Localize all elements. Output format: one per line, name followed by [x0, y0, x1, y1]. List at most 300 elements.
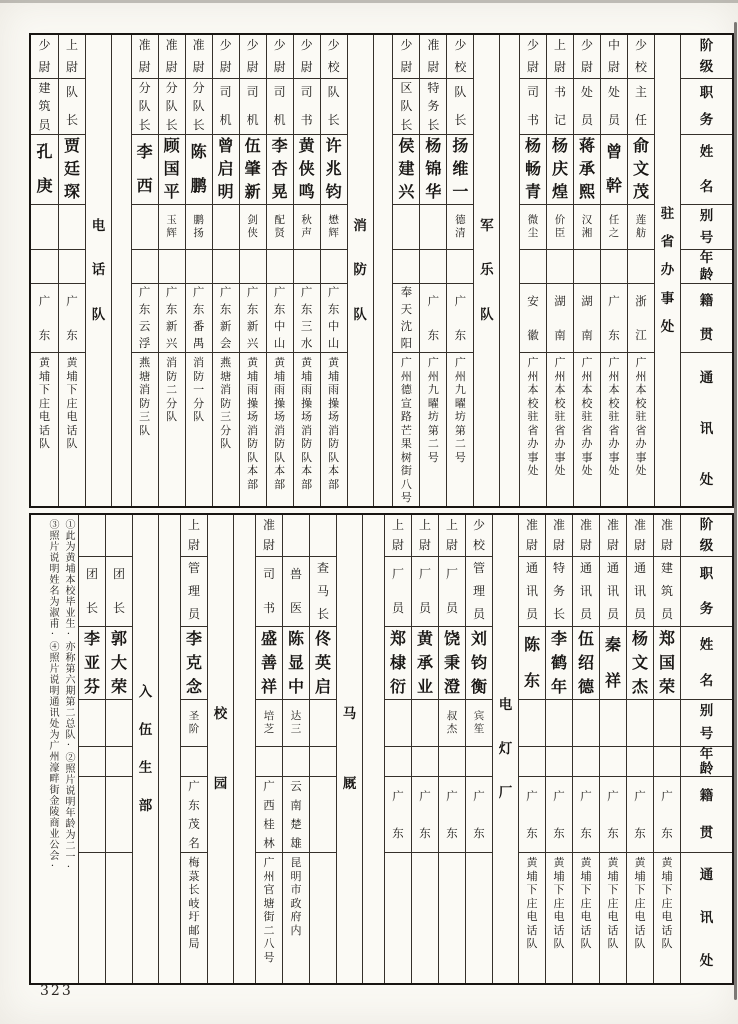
name-cell — [31, 135, 58, 205]
character-glyph: 长 — [400, 117, 413, 132]
character-glyph: 话 — [553, 923, 565, 937]
character-glyph: 尉 — [580, 59, 593, 74]
character-glyph: 广 — [273, 285, 286, 300]
position-cell — [546, 557, 572, 627]
character-glyph: 理 — [187, 584, 200, 599]
character-glyph: 分 — [165, 80, 178, 95]
character-glyph: 东 — [138, 302, 151, 317]
character-glyph: 上 — [553, 38, 566, 53]
character-glyph: 新 — [244, 182, 261, 202]
header-cell — [681, 250, 732, 284]
character-glyph: 杰 — [446, 723, 458, 735]
position-cell — [132, 79, 158, 135]
character-glyph: 准 — [606, 517, 619, 532]
character-glyph: 省 — [635, 423, 647, 437]
character-glyph: 号 — [427, 450, 439, 464]
character-glyph: 树 — [400, 450, 412, 464]
character-glyph: 兽 — [289, 566, 302, 581]
native-place-cell — [547, 284, 573, 353]
age-cell — [628, 250, 654, 284]
address-cell — [186, 353, 212, 506]
character-glyph: 本 — [328, 464, 340, 478]
age-cell — [519, 747, 545, 777]
character-glyph: 少 — [38, 38, 51, 53]
character-glyph: 校 — [472, 538, 485, 553]
group-label-glyph: 灯 — [498, 740, 513, 757]
character-glyph: 秉 — [443, 652, 460, 672]
character-glyph: 别 — [699, 207, 714, 224]
alias-cell — [159, 205, 185, 250]
character-glyph: 消 — [247, 423, 259, 437]
character-glyph: 队 — [220, 437, 232, 451]
character-glyph: 钧 — [470, 652, 487, 672]
character-glyph: 队 — [66, 437, 78, 451]
header-column — [680, 515, 732, 983]
alias-cell — [600, 700, 626, 747]
character-glyph: 鹏 — [190, 176, 207, 196]
character-glyph: 念 — [185, 676, 202, 696]
age-cell — [546, 747, 572, 777]
character-glyph: 尉 — [187, 538, 200, 553]
character-glyph: 通 — [579, 561, 592, 576]
header-cell — [681, 700, 732, 747]
native-place-cell — [601, 284, 627, 353]
character-glyph: 广 — [473, 788, 485, 803]
character-glyph: 中 — [273, 319, 286, 334]
character-glyph: 司 — [246, 85, 259, 100]
rank-cell — [447, 35, 473, 79]
character-glyph: 黄 — [274, 356, 286, 369]
character-glyph: 郑 — [389, 628, 406, 648]
character-glyph: 厂 — [391, 566, 404, 581]
rank-cell — [439, 515, 465, 557]
character-glyph: 邮 — [188, 923, 200, 937]
character-glyph: 二 — [166, 383, 178, 397]
character-glyph: 长 — [454, 112, 467, 127]
group-label-glyph: 话 — [91, 262, 106, 279]
native-place-cell — [627, 777, 653, 853]
character-glyph: 场 — [328, 410, 340, 424]
character-glyph: 建 — [38, 80, 51, 95]
character-glyph: 培 — [263, 709, 275, 722]
address-cell — [447, 353, 473, 506]
character-glyph: 尉 — [65, 59, 78, 74]
group-label-glyph: 省 — [660, 234, 675, 251]
group-label-glyph: 伍 — [138, 721, 153, 738]
person-column — [546, 35, 573, 506]
character-glyph: 队 — [165, 99, 178, 114]
character-glyph: 司 — [219, 85, 232, 100]
native-place-cell — [106, 777, 132, 853]
character-glyph: 兴 — [246, 336, 259, 351]
character-glyph: 队 — [192, 99, 205, 114]
character-glyph: 队 — [526, 937, 538, 951]
address-cell — [240, 353, 266, 506]
character-glyph: 机 — [219, 112, 232, 127]
rank-cell — [294, 35, 320, 79]
character-glyph: 校 — [454, 59, 467, 74]
character-glyph: 晃 — [271, 182, 288, 202]
character-glyph: 青 — [524, 182, 541, 202]
character-glyph: 杨 — [631, 628, 648, 648]
character-glyph: 平 — [163, 182, 180, 202]
character-glyph: 燕 — [139, 356, 151, 369]
character-glyph: 广 — [192, 285, 205, 300]
character-glyph: 东 — [246, 302, 259, 317]
character-glyph: 宾 — [473, 709, 485, 722]
character-glyph: 幹 — [605, 176, 622, 196]
character-glyph: 尉 — [553, 59, 566, 74]
character-glyph: 尉 — [445, 538, 458, 553]
native-place-cell — [294, 284, 320, 353]
native-place-cell — [132, 284, 158, 353]
character-glyph: 准 — [427, 38, 440, 53]
character-glyph: 饶 — [443, 628, 460, 648]
character-glyph: 三 — [139, 410, 151, 424]
group-label-glyph: 部 — [138, 798, 153, 815]
character-glyph: 分 — [192, 80, 205, 95]
character-glyph: 黄 — [526, 856, 538, 869]
character-glyph: 书 — [553, 85, 566, 100]
age-cell — [240, 250, 266, 284]
character-glyph: 阶 — [699, 517, 714, 534]
character-glyph: 汉 — [581, 213, 593, 226]
character-glyph: 雨 — [274, 383, 286, 397]
character-glyph: 广 — [607, 788, 619, 803]
character-glyph: 书 — [262, 601, 275, 616]
character-glyph: 东 — [419, 826, 431, 841]
group-label-column — [132, 515, 158, 983]
character-glyph: 长 — [138, 117, 151, 132]
character-glyph: 坊 — [454, 410, 466, 424]
character-glyph: 贯 — [699, 326, 714, 343]
character-glyph: 尉 — [579, 538, 592, 553]
character-glyph: 少 — [327, 38, 340, 53]
character-glyph: 处 — [580, 85, 593, 100]
character-glyph: 东 — [392, 826, 404, 841]
header-cell — [681, 515, 732, 557]
character-glyph: 部 — [247, 477, 259, 491]
character-glyph: 水 — [300, 336, 313, 351]
character-glyph: 俞 — [632, 136, 649, 156]
alias-cell — [213, 205, 239, 250]
age-cell — [283, 747, 309, 777]
position-cell — [393, 79, 419, 135]
name-cell — [321, 135, 347, 205]
character-glyph: 员 — [607, 112, 620, 127]
character-glyph: 厂 — [418, 566, 431, 581]
person-column — [572, 515, 599, 983]
age-cell — [31, 250, 58, 284]
character-glyph: 州 — [554, 369, 566, 383]
native-place-cell — [267, 284, 293, 353]
character-glyph: 队 — [553, 937, 565, 951]
group-label-column — [654, 35, 680, 506]
native-place-cell — [310, 777, 336, 853]
position-cell — [420, 79, 446, 135]
alias-cell — [294, 205, 320, 250]
character-glyph: 州 — [263, 869, 275, 883]
character-glyph: 芝 — [263, 723, 275, 735]
person-column — [78, 515, 105, 983]
character-glyph: 二 — [454, 437, 466, 451]
character-glyph: 话 — [526, 923, 538, 937]
character-glyph: 防 — [328, 437, 340, 451]
character-glyph: 一 — [193, 383, 205, 397]
character-glyph: 本 — [301, 464, 313, 478]
character-glyph: 杨 — [524, 136, 541, 156]
name-cell — [546, 627, 572, 700]
character-glyph: 任 — [608, 213, 620, 226]
character-glyph: 少 — [526, 38, 539, 53]
character-glyph: 名 — [188, 835, 200, 850]
character-glyph: 启 — [217, 159, 234, 179]
character-glyph: 府 — [290, 910, 302, 924]
character-glyph: 尉 — [273, 59, 286, 74]
spacer-column — [362, 515, 384, 983]
character-glyph: 佟 — [314, 628, 331, 648]
character-glyph: 下 — [66, 383, 78, 397]
character-glyph: 圣 — [188, 709, 200, 722]
rank-cell — [520, 35, 546, 79]
address-cell — [654, 853, 680, 983]
character-glyph: 会 — [219, 336, 232, 351]
character-glyph: 广 — [66, 293, 78, 308]
character-glyph: 棣 — [389, 652, 406, 672]
character-glyph: 州 — [608, 369, 620, 383]
character-glyph: 煌 — [551, 182, 568, 202]
scan-edge-artifact — [0, 0, 738, 3]
character-glyph: 杨 — [551, 136, 568, 156]
age-cell — [412, 747, 438, 777]
character-glyph: 辉 — [166, 227, 177, 239]
character-glyph: 维 — [452, 159, 469, 179]
position-cell — [601, 79, 627, 135]
character-glyph: 东 — [327, 302, 340, 317]
character-glyph: 云 — [138, 319, 151, 334]
group-label-glyph: 园 — [213, 776, 228, 792]
alias-cell — [520, 205, 546, 250]
character-glyph: 南 — [290, 798, 302, 813]
native-place-cell — [240, 284, 266, 353]
character-glyph: 号 — [699, 726, 714, 743]
character-glyph: 处 — [607, 85, 620, 100]
group-label-glyph: 厩 — [342, 776, 357, 792]
alias-cell — [573, 700, 599, 747]
character-glyph: 广 — [554, 356, 566, 369]
character-glyph: 广 — [446, 788, 458, 803]
character-glyph: 尉 — [552, 538, 565, 553]
character-glyph: 清 — [455, 227, 466, 239]
character-glyph: 防 — [139, 396, 151, 410]
character-glyph: 东 — [66, 327, 78, 342]
header-cell — [681, 747, 732, 777]
character-glyph: 特 — [427, 80, 440, 95]
person-column — [239, 35, 266, 506]
rank-cell — [393, 35, 419, 79]
character-glyph: 理 — [472, 584, 485, 599]
group-label-glyph: 电 — [498, 696, 513, 713]
age-cell — [256, 747, 282, 777]
name-cell — [213, 135, 239, 205]
character-glyph: 茂 — [188, 816, 200, 831]
character-glyph: 操 — [328, 396, 340, 410]
character-glyph: 安 — [527, 293, 539, 308]
character-glyph: 长 — [427, 117, 440, 132]
character-glyph: 埔 — [580, 869, 592, 883]
age-cell — [310, 747, 336, 777]
character-glyph: 长 — [112, 601, 125, 616]
character-glyph: 路 — [400, 410, 412, 424]
address-cell — [393, 353, 419, 506]
character-glyph: 办 — [608, 437, 620, 451]
character-glyph: 廷 — [63, 159, 80, 179]
character-glyph: 雨 — [301, 383, 313, 397]
character-glyph: 年 — [550, 676, 567, 696]
name-cell — [181, 627, 207, 700]
character-glyph: 长 — [65, 112, 78, 127]
native-place-cell — [59, 284, 85, 353]
character-glyph: 务 — [699, 112, 714, 129]
character-glyph: 八 — [263, 937, 275, 951]
character-glyph: 建 — [660, 561, 673, 576]
name-cell — [573, 627, 599, 700]
character-glyph: 防 — [220, 396, 232, 410]
character-glyph: 本 — [554, 383, 566, 397]
character-glyph: 筑 — [660, 584, 673, 599]
age-cell — [447, 250, 473, 284]
character-glyph: 通 — [606, 561, 619, 576]
character-glyph: 之 — [608, 227, 620, 239]
character-glyph: 岐 — [188, 896, 200, 910]
person-column — [599, 515, 626, 983]
character-glyph: 事 — [527, 450, 539, 464]
character-glyph: 衍 — [389, 676, 406, 696]
character-glyph: 笙 — [473, 723, 485, 735]
character-glyph: 庄 — [526, 896, 538, 910]
age-cell — [79, 747, 105, 777]
position-cell — [181, 557, 207, 627]
address-cell — [547, 353, 573, 506]
character-glyph: 徽 — [527, 327, 539, 342]
name-cell — [447, 135, 473, 205]
character-glyph: 街 — [400, 464, 412, 478]
person-column — [573, 35, 600, 506]
position-cell — [31, 79, 58, 135]
character-glyph: 州 — [400, 369, 412, 383]
character-glyph: 事 — [554, 450, 566, 464]
person-column — [320, 35, 347, 506]
character-glyph: 东 — [473, 826, 485, 841]
character-glyph: 宣 — [400, 396, 412, 410]
character-glyph: 尉 — [391, 538, 404, 553]
character-glyph: 尉 — [192, 59, 205, 74]
position-cell — [628, 79, 654, 135]
header-cell — [681, 777, 732, 853]
character-glyph: 塘 — [263, 896, 275, 910]
character-glyph: 校 — [527, 396, 539, 410]
native-place-cell — [420, 284, 446, 353]
native-place-cell — [79, 777, 105, 853]
name-cell — [256, 627, 282, 700]
character-glyph: 塘 — [220, 369, 232, 383]
alias-cell — [283, 700, 309, 747]
alias-cell — [654, 700, 680, 747]
character-glyph: 贾 — [63, 136, 80, 156]
character-glyph: 龄 — [699, 266, 714, 283]
rank-cell — [546, 515, 572, 557]
character-glyph: 中 — [287, 676, 304, 696]
character-glyph: 尉 — [418, 538, 431, 553]
native-place-cell — [520, 284, 546, 353]
character-glyph: 九 — [454, 383, 466, 397]
character-glyph: 三 — [220, 410, 232, 424]
character-glyph: 场 — [274, 410, 286, 424]
character-glyph: 处 — [554, 464, 566, 478]
character-glyph: 浙 — [635, 293, 647, 308]
character-glyph: 李 — [136, 141, 153, 161]
character-glyph: 广 — [138, 285, 151, 300]
character-glyph: 昆 — [290, 856, 302, 869]
alias-cell — [393, 205, 419, 250]
character-glyph: 队 — [193, 410, 205, 424]
age-cell — [385, 747, 411, 777]
name-cell — [574, 135, 600, 205]
character-glyph: 员 — [660, 607, 673, 622]
character-glyph: 准 — [579, 517, 592, 532]
character-glyph: 兴 — [398, 182, 415, 202]
character-glyph: 云 — [290, 779, 302, 794]
character-glyph: 队 — [607, 937, 619, 951]
group-label-glyph: 处 — [660, 318, 675, 335]
character-glyph: 电 — [607, 910, 619, 924]
character-glyph: 准 — [262, 517, 275, 532]
alias-cell — [267, 205, 293, 250]
character-glyph: 明 — [290, 869, 302, 883]
character-glyph: 下 — [526, 883, 538, 897]
character-glyph: 队 — [139, 423, 151, 437]
rank-cell — [240, 35, 266, 79]
character-glyph: 东 — [608, 327, 620, 342]
character-glyph: 德 — [455, 213, 466, 226]
spacer-column — [111, 35, 131, 506]
age-cell — [186, 250, 212, 284]
rank-cell — [256, 515, 282, 557]
person-column — [105, 515, 132, 983]
address-cell — [321, 353, 347, 506]
character-glyph: 记 — [553, 112, 566, 127]
name-cell — [59, 135, 85, 205]
character-glyph: 消 — [166, 356, 178, 369]
character-glyph: 承 — [416, 652, 433, 672]
character-glyph: 州 — [427, 369, 439, 383]
character-glyph: 梅 — [188, 856, 200, 869]
character-glyph: 操 — [247, 396, 259, 410]
character-glyph: 尉 — [606, 538, 619, 553]
age-cell — [59, 250, 85, 284]
character-glyph: 东 — [634, 826, 646, 841]
group-label-glyph: 队 — [480, 306, 494, 323]
address-cell — [600, 853, 626, 983]
position-cell — [159, 79, 185, 135]
character-glyph: 省 — [581, 423, 593, 437]
character-glyph: 尉 — [400, 59, 413, 74]
alias-cell — [546, 700, 572, 747]
character-glyph: 贯 — [699, 825, 714, 842]
character-glyph: 广 — [165, 285, 178, 300]
character-glyph: 消 — [193, 356, 205, 369]
position-cell — [627, 557, 653, 627]
